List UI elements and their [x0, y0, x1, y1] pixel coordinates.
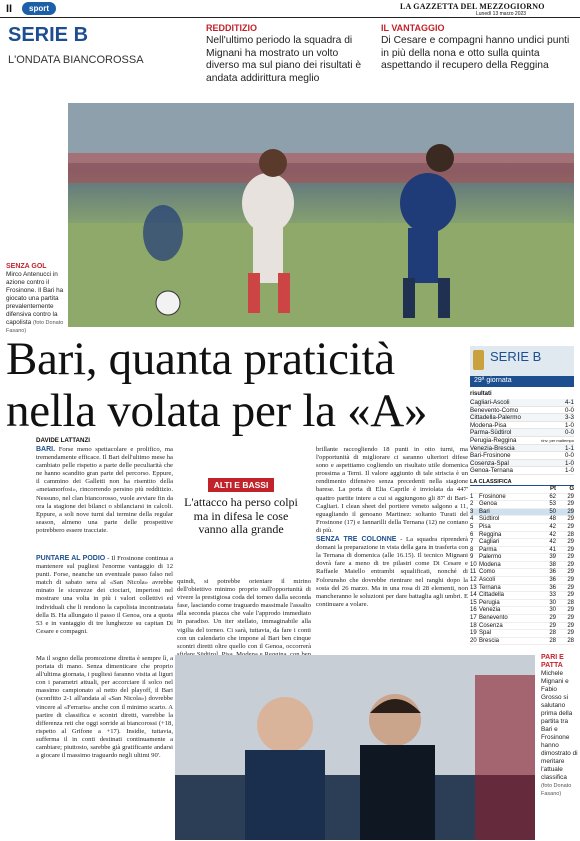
position: 16 [470, 607, 477, 614]
caption-title: PARI E PATTA [541, 654, 564, 669]
match-name: Genoa-Ternana [470, 467, 513, 475]
position: 5 [470, 523, 474, 530]
games: 29 [567, 615, 574, 622]
points: 48 [549, 516, 556, 523]
games: 29 [567, 546, 574, 553]
team-name: Modena [479, 561, 501, 568]
team-name: Cosenza [479, 622, 503, 629]
coaches-photo [175, 655, 535, 840]
position: 1 [470, 493, 474, 500]
match-score: 0-0 [565, 452, 574, 460]
points: 41 [549, 546, 556, 553]
games: 29 [567, 493, 574, 500]
games: 29 [567, 508, 574, 515]
caption-credit: (foto Donato Fasano) [541, 783, 572, 797]
points: 30 [549, 607, 556, 614]
result-row [470, 399, 574, 407]
table-row [470, 577, 574, 585]
match-name: Cagliari-Ascoli [470, 399, 510, 406]
team-name: Ternana [479, 584, 501, 591]
games: 29 [567, 501, 574, 508]
position: 14 [470, 592, 477, 599]
byline: DAVIDE LATTANZI [36, 437, 90, 444]
games: 29 [567, 561, 574, 568]
match-name: Cittadella-Palermo [470, 414, 521, 422]
games: 29 [567, 539, 574, 546]
table-row [470, 501, 574, 509]
points: 53 [549, 501, 556, 508]
team-name: Südtirol [479, 516, 500, 523]
article-text: Forse meno spettacolare e prolifico, ma tremendamente efficace. Il Bari dell'ultimo mese ha cambiato pelle rispetto a parte delle peculiarità che ne hanno scandito gran parte del percorso. Eppure, il cammino dei Galletti non ha risentito della «metamorfosi», rincorrendo persino più redditizio. Nessuno, nel clan biancorosso, vuole avviare fin da ora la stagione dei bilanci o sbilanciarsi in calcoli. Eppure, a soli nove turni dal termine della regular season, almeno una parte delle prospettive potrebbero essere tracciate. [36, 446, 173, 534]
photo-caption-1 [6, 263, 64, 335]
games: 29 [567, 584, 574, 591]
games: 29 [567, 577, 574, 584]
team-name: Cittadella [479, 592, 505, 599]
points: 33 [549, 592, 556, 599]
sport-logo: sport [22, 2, 56, 15]
col-games: G [569, 485, 574, 492]
table-row [470, 615, 574, 623]
match-name: Perugia-Reggina [470, 436, 517, 444]
points: 42 [549, 523, 556, 530]
position: 19 [470, 630, 477, 637]
table-row [470, 494, 574, 502]
position: 17 [470, 615, 477, 622]
position: 7 [470, 539, 474, 546]
match-photo [68, 103, 574, 327]
table-row [470, 539, 574, 547]
points: 30 [549, 599, 556, 606]
match-score: rinv. per maltempo [541, 437, 574, 443]
points: 42 [549, 531, 556, 538]
points: 39 [549, 554, 556, 561]
col-points: Pt [550, 485, 556, 492]
league-logo-icon [473, 350, 484, 370]
result-row [470, 422, 574, 430]
team-name: Brescia [479, 637, 500, 644]
article-text: - Il Frosinone continua a mantenere sul pugliesi l'enorme vantaggio di 12 punti. Forse, neanche un eventuale passo falso nel match di sabato sera al «San Nicola» avrebbe minato le sicurezze dei ciociari, imperiosi nel mostrare una volta in più i valori collettivi ed individuali che li rendono la capolista incontrastata della B. Ha allungato il passo il Genoa, ora a quota 53 e in vantaggio di tre lunghezze su capitan Di Cesare e compagni. [36, 555, 173, 635]
table-row [470, 600, 574, 608]
table-row [470, 524, 574, 532]
table-row [470, 532, 574, 540]
team-name: Frosinone [479, 493, 506, 500]
table-row [470, 623, 574, 631]
page-number: II [6, 3, 13, 15]
position: 18 [470, 622, 477, 629]
table-row [470, 638, 574, 646]
position: 20 [470, 637, 477, 644]
match-score: 0-0 [565, 406, 574, 414]
coaches-illustration [175, 655, 535, 840]
subheading: SENZA TRE COLONNE [316, 536, 397, 544]
pull-quote-title: ALTI E BASSI [208, 478, 275, 492]
position: 13 [470, 584, 477, 591]
team-name: Benevento [479, 615, 508, 622]
position: 9 [470, 554, 474, 561]
table-row [470, 585, 574, 593]
team-name: Palermo [479, 554, 502, 561]
points: 50 [549, 508, 556, 515]
match-score: 0-0 [565, 429, 574, 437]
games: 29 [567, 607, 574, 614]
result-row [470, 445, 574, 453]
points: 38 [549, 561, 556, 568]
results-label: risultati [470, 391, 492, 397]
position: 6 [470, 531, 474, 538]
match-name: Cosenza-Spal [470, 459, 509, 467]
match-name: Modena-Pisa [470, 421, 507, 429]
table-row [470, 547, 574, 555]
points: 29 [549, 622, 556, 629]
position: 12 [470, 577, 477, 584]
match-score: 1-1 [565, 444, 574, 452]
table-row [470, 592, 574, 600]
position: 2 [470, 501, 474, 508]
article-column-3 [316, 446, 468, 646]
games: 28 [567, 599, 574, 606]
team-name: Cagliari [479, 539, 500, 546]
article-column-1b [36, 555, 173, 655]
section-title: SERIE B [8, 24, 89, 46]
results-list [470, 399, 574, 475]
round-label: 29ª giornata [470, 376, 574, 387]
dateline: BARI. [36, 446, 56, 453]
article-column-1c [36, 655, 173, 840]
highlight-box-2 [381, 23, 571, 97]
points: 36 [549, 584, 556, 591]
games: 29 [567, 516, 574, 523]
article-text: Ma il sogno della promozione diretta è sempre lì, a portata di mano. Senza dimenticare che proprio all'ultima giornata, i pugliesi faranno visita ai liguri con i parametri attuali, per accorciare il solco nel massimo campionato al netto del playoff, il Bari (sconfitto 2-1 all'andata al «San Nicola») dovrebbe vincere al «Ferraris» anche con il minimo scarto. A partire di classifica e scontri diretti, varrebbe la differenza reti che oggi sorride ai biancorossi (+18, rispetto al Grifone a +17). Insidie, tuttavia, sufferma il in conti destinati continuamente a cambiare; piuttosto, sarebbe già gratificante andarsi a giocare il massimo traguardo negli ultimi 90'. [36, 655, 173, 760]
highlight-title: IL VANTAGGIO [381, 23, 445, 33]
match-score: 3-3 [565, 414, 574, 422]
games: 29 [567, 630, 574, 637]
pull-quote-text: L'attacco ha perso colpi ma in difesa le cose vanno alla grande [184, 495, 298, 536]
team-name: Pisa [479, 523, 491, 530]
subheading: PUNTARE AL PODIO [36, 555, 106, 562]
team-name: Genoa [479, 501, 498, 508]
caption-text: Mirco Antenucci in azione contro il Frosinone. Il Bari ha giocato una partita prevalentemente difensiva contro la capolista [6, 271, 64, 326]
table-row [470, 554, 574, 562]
match-name: Venezia-Brescia [470, 444, 515, 452]
article-text: brillante raccogliendo 18 punti in otto turni, ma l'opportunità di migliorare ci saranno ulteriori difese sono e aspettiamo cogliendo un risultato utile domenica prossima a Terni. Il valore aggiunto di tale striscia è un rendimento difensivo senza precedenti nella stagione barese. La porta di Elia Caprile è inviolata da 447' quattro partite intere a cui si aggiungono gli 87' di Bari-Cagliari. I clean sheet del portiere veneto salgono a 11, eguagliando il genoano Martinez: soltanto Turati del Frosinone (17) e Iannarilli della Ternana (12) ne contano di più. [316, 446, 468, 534]
games: 29 [567, 622, 574, 629]
headline: Bari, quanta praticità nella volata per la «A» [6, 333, 428, 437]
team-name: Spal [479, 630, 492, 637]
match-score: 4-1 [565, 399, 574, 406]
team-name: Reggina [479, 531, 502, 538]
classification-label: LA CLASSIFICA [470, 478, 512, 485]
section-label [8, 23, 194, 93]
position: 15 [470, 599, 477, 606]
games: 29 [567, 554, 574, 561]
highlight-text: Nell'ultimo periodo la squadra di Mignani ha mostrato un volto diverso ma sul piano dei risultati è andata addirittura meglio [206, 35, 362, 84]
article-text: quindi, si potrebbe orientare il mirino dell'obiettivo minimo proprio sull'opportunità di vivere la prestigiosa coda del torneo dalla seconda fase, lasciando come traguardo massimale l'assalto alla seconda piazza che vale l'approdo immediato in paradiso. Un iter stellato, immaginabile alla vigilia del torneo. Ci sarà, tuttavia, da fare i conti con un calendario che impone al Bari ben cinque scontri diretti oltre quello con il Genoa, occorrerà [177, 578, 311, 650]
position: 4 [470, 516, 474, 523]
result-row [470, 437, 574, 445]
result-row [470, 429, 574, 437]
match-name: Benevento-Como [470, 406, 519, 414]
standings-panel [470, 346, 574, 644]
points: 36 [549, 577, 556, 584]
caption-text: Michele Mignani e Fabio Grosso si salutano prima della partita tra Bari e Frosinone hanno dimostrato di meritare l'attuale classifica [541, 670, 578, 781]
points: 29 [549, 615, 556, 622]
table-row [470, 509, 574, 517]
team-name: Como [479, 569, 496, 576]
result-row [470, 407, 574, 415]
caption-credit: (foto Donato Fasano) [6, 320, 64, 334]
page-header [0, 0, 580, 18]
players-illustration [68, 103, 574, 327]
match-score: 1-0 [565, 421, 574, 429]
position: 10 [470, 561, 477, 568]
standings-title: SERIE B [490, 349, 542, 364]
team-name: Venezia [479, 607, 501, 614]
team-name: Perugia [479, 599, 500, 606]
standings-table [470, 494, 574, 646]
table-row [470, 516, 574, 524]
points: 42 [549, 539, 556, 546]
position: 8 [470, 546, 474, 553]
section-subtitle: L'ONDATA BIANCOROSSA [8, 54, 144, 66]
points: 62 [549, 493, 556, 500]
standings-table-header [470, 479, 574, 486]
table-row [470, 607, 574, 615]
match-name: Parma-Südtirol [470, 429, 512, 437]
issue-date: Lunedì 13 marzo 2023 [476, 11, 527, 17]
caption-title: SENZA GOL [6, 263, 47, 270]
games: 29 [567, 569, 574, 576]
result-row [470, 414, 574, 422]
match-name: Bari-Frosinone [470, 452, 511, 460]
position: 11 [470, 569, 477, 576]
position: 3 [470, 508, 474, 515]
standings-header [470, 346, 574, 376]
match-score: 1-0 [565, 459, 574, 467]
games: 28 [567, 531, 574, 538]
highlight-text: Di Cesare e compagni hanno undici punti in più della nona e otto sulla quinta aspettando il recupero della Reggina [381, 35, 570, 72]
team-name: Parma [479, 546, 497, 553]
points: 28 [549, 630, 556, 637]
table-header-row [470, 486, 574, 494]
article-text: - La squadra riprenderà domani la preparazione in vista della gara in trasferta con la Ternana di domenica (alle 16.15). Il tecnico Mignani dovrà fare a meno di tre pilastri come Di Cesare e Raffaele Maiello entrambi squalificati, nonché di Folorunsho che dovrebbe rientrare nel ranghi dopo la sosta del 26 marzo. Ma in una rosa di 28 elementi, non mancheranno le soluzioni per dare battaglia agli umbri. E continuare a volare. [316, 536, 468, 608]
newspaper-title: LA GAZZETTA DEL MEZZOGIORNO [400, 2, 545, 11]
highlight-title: REDDITIZIO [206, 23, 257, 33]
team-name: Bari [479, 508, 490, 515]
games: 29 [567, 523, 574, 530]
games: 28 [567, 637, 574, 644]
points: 28 [549, 637, 556, 644]
pull-quote [178, 475, 304, 574]
result-row [470, 460, 574, 468]
table-row [470, 569, 574, 577]
result-row [470, 452, 574, 460]
points: 36 [549, 569, 556, 576]
games: 29 [567, 592, 574, 599]
team-name: Ascoli [479, 577, 496, 584]
table-row [470, 562, 574, 570]
table-row [470, 630, 574, 638]
highlight-box-1 [206, 23, 371, 97]
photo-caption-2 [541, 654, 579, 798]
result-row [470, 467, 574, 475]
match-score: 1-0 [565, 467, 574, 475]
